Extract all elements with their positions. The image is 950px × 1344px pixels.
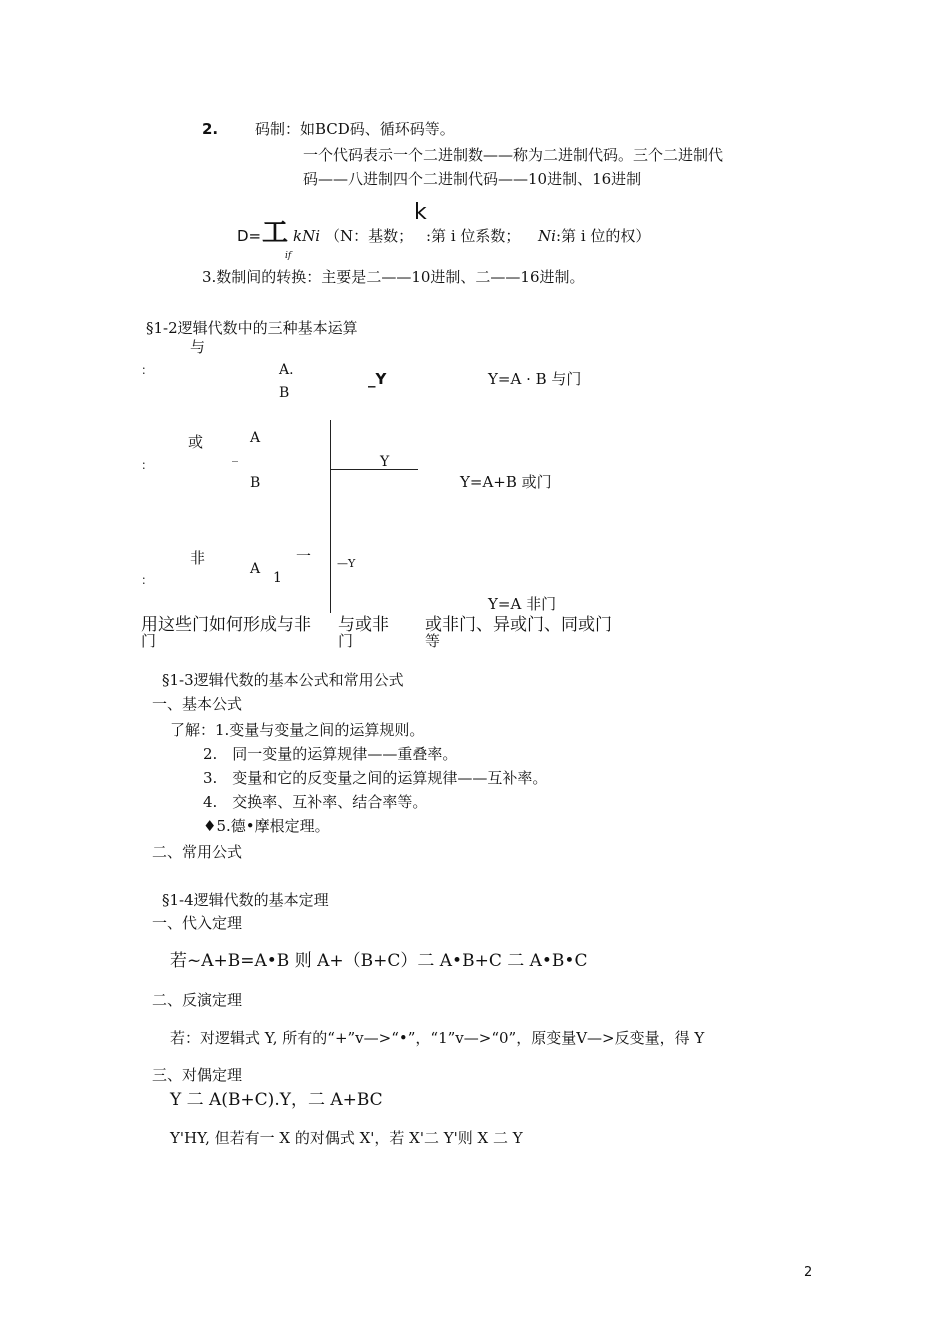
or-input-a: A [250,430,261,446]
inversion-theorem-text: 若：对逻辑式 Y, 所有的“+”v—>“•”，“1”v—>“0”，原变量V—>反变量，得 Y [170,1029,705,1047]
conversion-line: 3.数制间的转换：主要是二——10进制、二——16进制。 [202,268,585,286]
code-system-line1: 一个代码表示一个二进制数——称为二进制代码。三个二进制代 [303,146,724,164]
and-output-y: _Y [368,370,387,388]
page-number: 2 [804,1265,813,1280]
question-part-2: 与或非 [338,615,389,635]
question-cut-2: 门 [338,632,354,650]
formula-weight-note: :第 i 位的权） [556,227,651,245]
question-cut-1: 门 [141,632,157,650]
basic-item-3: 3. 变量和它的反变量之间的运算规律——互补率。 [203,769,548,787]
or-output-line [330,469,418,470]
question-cut-3: 等 [425,632,441,650]
basic-item-1: 了解：1.变量与变量之间的运算规则。 [170,721,425,739]
and-label: 与 [190,338,206,356]
not-input-a: A [250,561,261,577]
question-part-3: 或非门、异或门、同或门 [425,615,612,635]
item-number-2: 2. [202,120,219,138]
gate-question-line [0,612,950,650]
formula-sigma-symbol: 工 [262,218,289,248]
substitution-theorem-text: 若~A+B=A•B 则 A+（B+C）二 A•B+C 二 A•B•C [170,951,588,971]
not-gate-one: 1 [273,570,282,586]
formula-k-superscript: k [414,200,427,225]
or-colon: ： [141,458,154,472]
formula-d-equals: D= [237,227,262,245]
not-bar-dash: 一 [296,547,312,565]
section-1-2-heading: §1-2逻辑代数中的三种基本运算 [146,319,358,337]
or-gate-formula: Y=A+B 或门 [460,473,552,491]
basic-item-4: 4. 交换率、互补率、结合率等。 [203,793,428,811]
and-input-b: B [279,385,290,401]
not-gate-formula: Y=A 非门 [488,595,557,613]
or-output-y: Y [380,454,390,470]
duality-theorem-heading: 三、对偶定理 [152,1066,243,1084]
not-output-y: —Y [337,557,356,570]
or-input-b: B [250,475,261,491]
formula-coefficient-note: :第 i 位系数； [426,227,521,245]
substitution-theorem-heading: 一、代入定理 [152,914,243,932]
and-colon: ： [141,363,154,377]
code-system-title: 码制：如BCD码、循环码等。 [255,120,455,138]
formula-ni: Ni [538,227,556,245]
formula-subscript: if [285,251,292,261]
common-formulas-heading: 二、常用公式 [152,843,243,861]
or-input-dash: _ [232,448,238,462]
formula-base-note: （N：基数； [325,227,414,245]
duality-theorem-line2: Y'HY, 但若有一 X 的对偶式 X'，若 X'二 Y'则 X 二 Y [170,1129,523,1147]
circuit-vertical-line [330,420,331,613]
not-colon: ： [141,573,154,587]
duality-theorem-line1: Y 二 A(B+C).Y，二 A+BC [170,1090,383,1110]
and-gate-formula: Y=A · B 与门 [488,370,582,388]
inversion-theorem-heading: 二、反演定理 [152,991,243,1009]
or-label: 或 [188,433,204,451]
code-system-line2: 码——八进制四个二进制代码——10进制、16进制 [303,170,642,188]
section-1-4-heading: §1-4逻辑代数的基本定理 [162,891,329,909]
question-part-1: 用这些门如何形成与非 [141,615,311,635]
basic-item-5: ♦5.德•摩根定理。 [203,817,330,835]
not-label: 非 [190,549,206,567]
section-1-3-heading: §1-3逻辑代数的基本公式和常用公式 [162,671,404,689]
and-input-a: A. [279,362,294,378]
formula-kni: kNi [293,227,321,245]
basic-item-2: 2. 同一变量的运算规律——重叠率。 [203,745,458,763]
basic-formulas-heading: 一、基本公式 [152,695,243,713]
